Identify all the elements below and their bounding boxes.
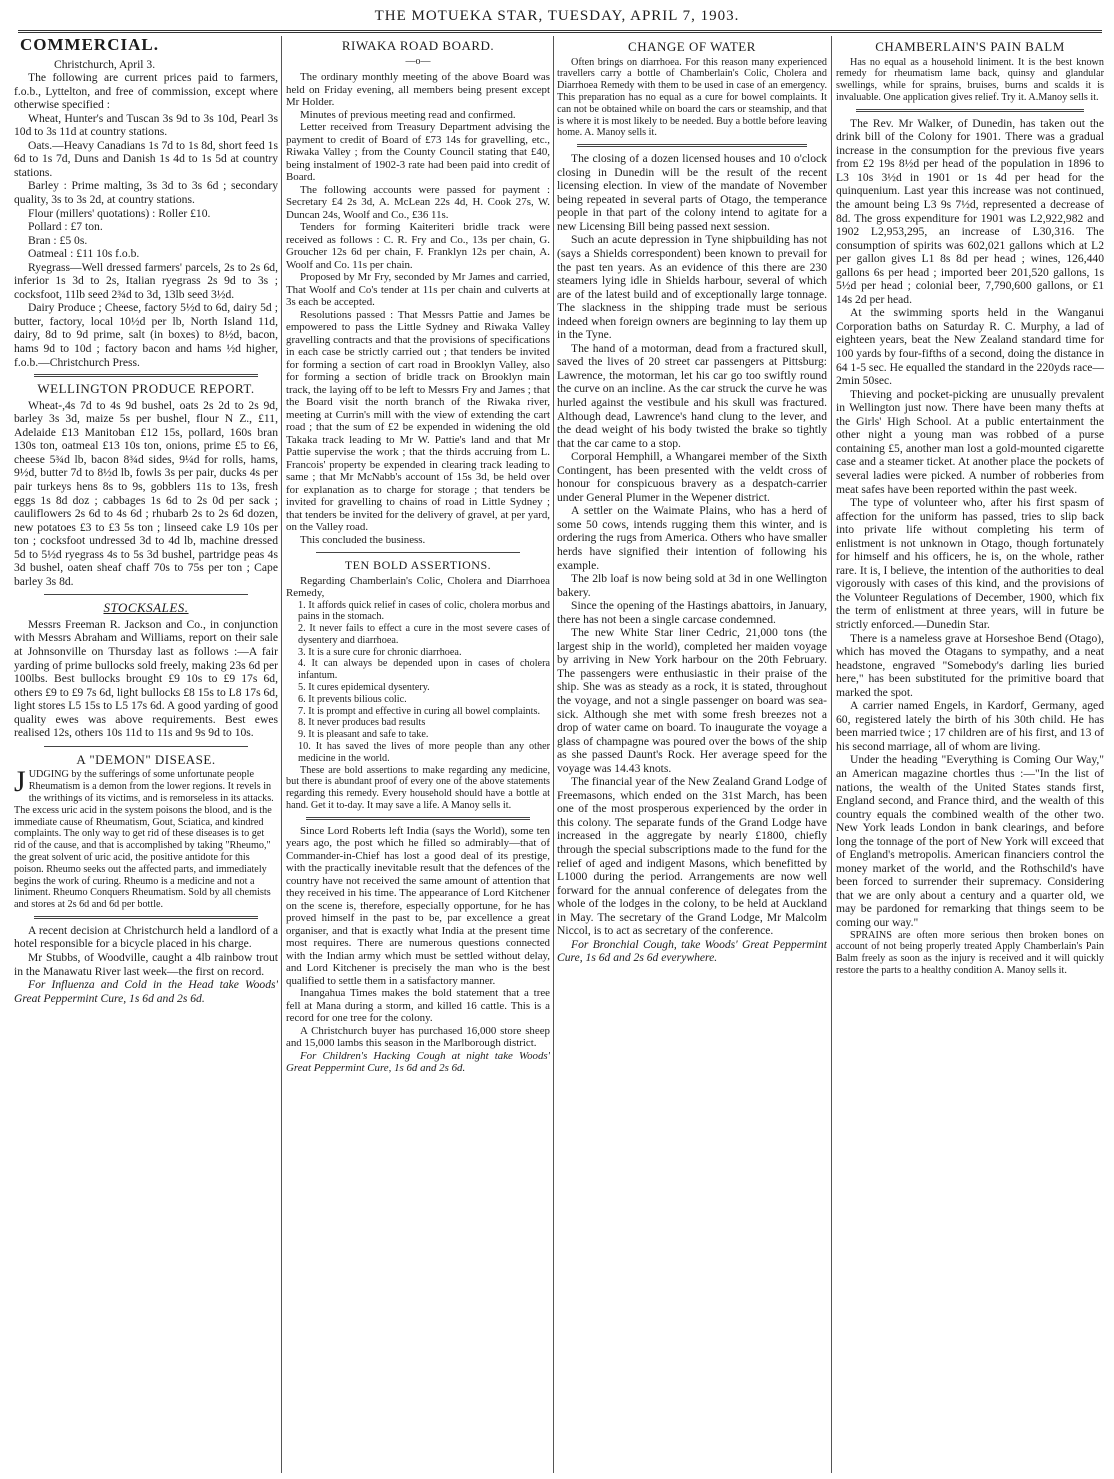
article-paragraph: The 2lb loaf is now being sold at 3d in one Wellington bakery. <box>557 572 827 599</box>
wellington-produce-heading: WELLINGTON PRODUCE REPORT. <box>37 381 255 397</box>
article-paragraph: Mr Stubbs, of Woodville, caught a 4lb rainbow trout in the Manawatu River last week—the first on record. <box>14 951 278 978</box>
article-paragraph: Thieving and pocket-picking are unusually prevalent in Wellington just now. There have been many thefts at the Girls' High School. At a public entertainment the other night a young man was robbed of a purse containing £5, another man lost a gold-mounted cigarette case and a steamer ticket. At another place the pockets of several ladies were picked. A number of robberies from meat safes have been reported within the past week. <box>836 387 1104 496</box>
article-paragraph: Pollard : £7 ton. <box>28 220 103 234</box>
article-paragraph: Messrs Freeman R. Jackson and Co., in conjunction with Messrs Abraham and Williams, report on their sale at Johnsonville on Thursday last as follows :—A fair yarding of prime bullocks sold freely, making 23s 6d per 100lbs. Best bullocks brought £9 10s to £9 17s 6d, others £9 to £9 7s 6d, light bullocks £8 15s to L8 17s 6d, light stores L5 15s to L5 17s 6d. A good yarding of good quality ewes was above requirements. Best ewes realised 12s, others 10s 11d to 11s and 9s 9d to 10s. <box>14 617 278 740</box>
list-item: 8. It never produces bad results <box>298 717 426 729</box>
article-paragraph: Since Lord Roberts left India (says the World), some ten years ago, the post which he filled so admirably—that of Commander-in-Chief has lost a good deal of its prestige, with the practically inevitable result that the defences of the country have not received the same amount of attention that they received in his time. The appearance of Lord Kitchener on the scene is, therefore, especially opportune, for he has proved himself in the past to be, par excellence a great organiser, and that is exactly what India at the present time most requires. There are numerous questions connected with the Indian army which must be settled without delay, and Lord Kitchener is precisely the man who is the best qualified to settle them in a satisfactory manner. <box>286 824 550 987</box>
pain-balm-heading: CHAMBERLAIN'S PAIN BALM <box>875 39 1065 54</box>
article-paragraph: Ryegrass—Well dressed farmers' parcels, 2s to 2s 6d, inferior 1s 3d to 2s, Italian ryegrass 2s 9d to 3s ; cocksfoot, 11lb seed 2¾d to 3d, 13lb seed 3½d. <box>14 260 278 301</box>
section-rule <box>306 817 530 820</box>
article-paragraph: Proposed by Mr Fry, seconded by Mr James and carried, That Woolf and Co's tender at 11s per chain and culverts at 3s each be accepted. <box>286 271 550 308</box>
ten-bold-assertions-heading: TEN BOLD ASSERTIONS. <box>344 558 492 572</box>
column-2 <box>286 38 550 1473</box>
article-paragraph: A settler on the Waimate Plains, who has a herd of some 50 cows, intends rugging them this winter, and is ordering the rugs from America. Others who have smaller herds have signified their intention of following his example. <box>557 504 827 572</box>
article-paragraph: For Influenza and Cold in the Head take Woods' Great Peppermint Cure, 1s 6d and 2s 6d. <box>14 978 278 1005</box>
change-of-water-heading: CHANGE OF WATER <box>628 39 756 54</box>
list-item: 1. It affords quick relief in cases of colic, cholera morbus and pains in the stomach. <box>298 599 550 623</box>
article-paragraph: The following accounts were passed for payment : Secretary £4 2s 3d, A. McLean 22s 4d, H. Cook 27s, W. Duncan 24s, Woolf and Co., £36 11s. <box>286 183 550 221</box>
article-paragraph: Wheat, Hunter's and Tuscan 3s 9d to 3s 10d, Pearl 3s 10d to 3s 11d at country stations. <box>14 111 278 139</box>
assertion-list <box>286 600 550 765</box>
article-paragraph: Such an acute depression in Tyne shipbuilding has not (says a Shields correspondent) been known to prevail for the past ten years. As an evidence of this there are 230 steamers lying idle in Shields harbour, several of which are of the latest build and of exceptionally large tonnage. The slackness in the shipping trade must be serious indeed when foreign owners are beginning to lay them up in the Tyne. <box>557 233 827 342</box>
list-item: 4. It can always be depended upon in cases of cholera infantum. <box>298 658 550 682</box>
article-paragraph: Corporal Hemphill, a Whangarei member of the Sixth Contingent, has been presented with the veldt cross of honour for conspicuous bravery as a despatch-carrier under General Plumer in the Wepener district. <box>557 450 827 504</box>
masthead: THE MOTUEKA STAR, TUESDAY, APRIL 7, 1903. <box>374 8 740 24</box>
section-rule <box>577 144 807 147</box>
article-paragraph: SPRAINS are often more serious then broken bones on account of not being properly treated Apply Chamberlain's Pain Balm freely as soon as the injury is received and it will quickly restore the parts to a healthy condition A. Manoy sells it. <box>836 929 1104 976</box>
article-paragraph: Wheat-,4s 7d to 4s 9d bushel, oats 2s 2d to 2s 9d, barley 3s 3d, maize 5s per bushel, flour N Z., £11, Adelaide £13 Manitoban £12 15s, pollard, 160s bran 130s ton, oatmeal £13 10s ton, onions, prime £5 to £6, cheese 5¾d lb, bacon 8¾d sides, 9¼d for rolls, hams, 9½d, butter 7d to 8½d lb, fowls 3s per pair, ducks 4s per pair turkeys hens 8s to 9s, gobblers 11s to 13s, fresh eggs 1s 8d doz ; cabbages 1s 6d to 2s 0d per sack ; cauliflowers 2s 6d to 4s 6d ; rhubarb 2s to 2s 6d dozen, new potatoes £3 to £3 5s ton ; linseed cake L9 10s per ton ; cocksfoot undressed 3d to 4d lb, machine dressed 5d to 5½d ryegrass 4s to 5s 3d bushel, partridge peas 4s 3d bushel, oaten sheaf chaff 70s to 75s per ton ; Cape barley 3s 8d. <box>14 398 278 588</box>
masthead-rule <box>18 30 1102 33</box>
commercial-heading: COMMERCIAL. <box>20 38 159 54</box>
column-divider <box>553 36 554 1473</box>
ornament: —o— <box>405 55 431 67</box>
article-paragraph: Since the opening of the Hastings abattoirs, in January, there has not been a single carcase condemned. <box>557 599 827 626</box>
article-paragraph: Letter received from Treasury Department advising the payment to credit of Board of £73 14s for gravelling, etc., Riwaka Valley ; from the County Council stating that £40, being instalment of 1902-3 rate had been paid into credit of Board. <box>286 121 550 183</box>
article-paragraph: For Bronchial Cough, take Woods' Great Peppermint Cure, 1s 6d and 2s 6d everywhere. <box>557 937 827 965</box>
article-paragraph: The following are current prices paid to farmers, f.o.b., Lyttelton, and free of commission, except where otherwise specified : <box>14 71 278 112</box>
riwaka-road-board-heading: RIWAKA ROAD BOARD. <box>341 38 495 53</box>
article-paragraph: Resolutions passed : That Messrs Pattie and James be empowered to pass the Little Sydney and Riwaka Valley gravelling contracts and that the provisions of specifications in each case be strictly carried out ; that tenders be invited for forming a section of cart road in Brooklyn Valley, also for forming a section of bridle track on Brooklyn main track, the laying off to be left to Messrs Fry and James ; that the Board visit the north branch of the Riwaka river, meeting at Currin's mill with the view of extending the cart road ; that the sum of £2 be expended in widening the old Takaka track leading to Mr W. Pattie's land and that Mr Pattie supervise the work ; that the thirds accruing from L. Francois' property be expended in clearing track leading to same ; that Mr McNabb's account of 15s 3d, be held over for explanation as to charge for storage ; that tenders be invited for gravelling to chains of road in Little Sydney ; that tenders be invited for the delivery of gravel, at per yard, on the Valley road. <box>286 308 550 533</box>
list-item: 9. It is pleasant and safe to take. <box>298 729 429 741</box>
article-paragraph: Oats.—Heavy Canadians 1s 7d to 1s 8d, short feed 1s 6d to 1s 7d, Duns and Danish 1s 4d to 1s 5d at country stations. <box>14 138 278 179</box>
article-paragraph: A recent decision at Christchurch held a landlord of a hotel responsible for a bicycle placed in his charge. <box>14 923 278 951</box>
list-item: 5. It cures epidemical dysentery. <box>298 682 430 694</box>
section-rule <box>856 109 1084 112</box>
article-paragraph: The Rev. Mr Walker, of Dunedin, has taken out the drink bill of the Colony for 1901. There was a gradual increase in the consumption for the previous five years from £2 19s 8½d per head of the population in 1896 to L3 10s 3½d in 1901 or 1s 4d per head for the quinquenium. Last year this increase was not continued, the amount being L3 9s 7½d, represented a decrease of 8d. The gross expenditure for 1901 was L2,922,982 and 1902 L2,953,295, an increase of L30,316. The consumption of spirits was 602,021 gallons which at L2 per gallon gives L1 8s 8d per head ; wines, 126,440 gallons 6s per head ; imported beer 201,520 gallons, 1s 5½d per head ; colonial beer, 7,790,600 gallons, or £1 14s 2d per head. <box>836 116 1104 306</box>
column-1 <box>14 38 278 1473</box>
section-rule <box>34 374 258 377</box>
column-divider <box>281 36 282 1473</box>
article-paragraph: Has no equal as a household liniment. It is the best known remedy for rheumatism lame back, quinsy and glandular swellings, while for sprains, bruises, burns and scalds it is invaluable. One application gives relief. Try it. A.Manoy sells it. <box>836 56 1104 103</box>
article-paragraph: The type of volunteer who, after his first spasm of affection for the uniform has passed, tries to slip back into private life without completing his term of enlistment is not unknown in Otago, though fortunately for himself and his officers, he is, on the whole, rather rare. It is, I believe, the intention of the authorities to deal vigorously with cases of this kind, and the provisions of the Volunteer Regulations of December, 1900, which fix the term of enlistment at three years, will in future be strictly enforced.—Dunedin Star. <box>836 496 1104 631</box>
article-paragraph: These are bold assertions to make regarding any medicine, but there is abundant proof of every one of the above statements regarding this remedy. Every household should have a bottle at hand. Get it to-day. It may save a life. A Manoy sells it. <box>286 764 550 812</box>
article-paragraph: A carrier named Engels, in Kardorf, Germany, aged 60, registered lately the birth of his 30th child. He has been married twice ; 17 children are of his first, and 13 of his second marriage, all of whom are living. <box>836 699 1104 753</box>
list-item: 2. It never fails to effect a cure in the most severe cases of dysentery and diarrhoea. <box>298 623 550 646</box>
article-paragraph: Flour (millers' quotations) : Roller £10. <box>28 206 211 220</box>
advert-text: UDGING by the sufferings of some unfortunate people Rheumatism is a demon from the lower regions. It revels in the writhings of its victims, and is remorseless in its attacks. The excess uric acid in the system poisons the blood, and is the immediate cause of Rheumatism, Gout, Sciatica, and kindred complaints. The only way to get rid of these diseases is to get rid of the cause, and that is accomplished by taking "Rheumo," the great solvent of uric acid, the positive antidote for this poison. Rheumo seeks out the affected parts, and immediately begins the work of curing. Rheumo is a medicine and not a liniment. Rheumo Conquers Rheumatism. Sold by all chemists and stores at 2s 6d and 6d per bottle. <box>14 769 274 911</box>
article-paragraph: This concluded the business. <box>300 533 426 546</box>
list-item: 7. It is prompt and effective in curing all bowel complaints. <box>298 705 540 717</box>
dateline: Christchurch, April 3. <box>54 57 156 71</box>
article-paragraph: Oatmeal : £11 10s f.o.b. <box>28 247 140 261</box>
list-item: 6. It prevents bilious colic. <box>298 693 407 705</box>
column-divider <box>831 36 832 1473</box>
article-paragraph: Barley : Prime malting, 3s 3d to 3s 6d ; secondary quality, 3s to 3s 2d, at country stations. <box>14 179 278 207</box>
article-paragraph: Regarding Chamberlain's Colic, Cholera and Diarrhoea Remedy, <box>286 574 550 599</box>
article-paragraph: The ordinary monthly meeting of the above Board was held on Friday evening, all members being present except Mr Holder. <box>286 71 550 108</box>
section-rule <box>44 594 248 595</box>
article-paragraph: There is a nameless grave at Horseshoe Bend (Otago), which has moved the Otagans to sympathy, and a neat headstone, engraved "Somebody's darling lies buried here," has been substituted for the primitive board that marked the spot. <box>836 631 1104 699</box>
column-3 <box>557 38 827 1473</box>
article-paragraph: Often brings on diarrhoea. For this reason many experienced travellers carry a bottle of Chamberlain's Colic, Cholera and Diarrhoea Remedy with them to be used in case of an emergency. This preparation has no equal as a cure for bowel complaints. It can not be obtained while on board the cars or steamship, and that is where it is most likely to be needed. Buy a bottle before leaving home. A. Manoy sells it. <box>557 56 827 139</box>
rheumo-advert <box>14 765 278 911</box>
article-paragraph: For Children's Hacking Cough at night take Woods' Great Peppermint Cure, 1s 6d and 2s 6d. <box>286 1049 550 1075</box>
article-paragraph: The financial year of the New Zealand Grand Lodge of Freemasons, which ended on the 31st March, has been one of the most prosperous experienced by the order in this colony. The separate funds of the Grand Lodge have increased in the aggregate by nearly £1800, chiefly through the special subscriptions made to the fund for the relief of aged and indigent Masons, which benefitted by L1000 during the period. Arrangements are now well forward for the annual conference of delegates from the whole of the lodges in the colony, to be held at Auckland in May. The secretary of the Grand Lodge, Mr Malcolm Niccol, is to act as secretary of the conference. <box>557 775 827 938</box>
article-paragraph: Minutes of previous meeting read and confirmed. <box>300 108 516 121</box>
article-paragraph: The hand of a motorman, dead from a fractured skull, saved the lives of 20 street car passengers at Pittsburg: Lawrence, the motorman, let his car go too swiftly round the curve on an incline. As the car struck the curve he was hurled against the vestibule and his skull was fractured. Although dead, Lawrence's hand clung to the lever, and the dead weight of his body twisted the brake so tightly that the car came to a stop. <box>557 341 827 450</box>
list-item: 3. It is a sure cure for chronic diarrhoea. <box>298 646 462 658</box>
section-rule <box>44 746 248 747</box>
stocksales-heading: STOCKSALES. <box>103 600 189 616</box>
list-item: 10. It has saved the lives of more people than any other medicine in the world. <box>298 741 550 764</box>
article-paragraph: At the swimming sports held in the Wanganui Corporation baths on Saturday R. C. Murphy, a lad of eighteen years, beat the New Zealand standard time for 100 yards by four-fifths of a second, doing the distance in 64 1-5 sec. He equalled the standard in the 220yds race—2min 50sec. <box>836 306 1104 388</box>
drop-cap: J <box>14 765 26 799</box>
demon-disease-heading: A "DEMON" DISEASE. <box>76 751 216 767</box>
article-paragraph: Bran : £5 0s. <box>28 233 88 247</box>
section-rule <box>316 552 520 553</box>
article-paragraph: The closing of a dozen licensed houses and 10 o'clock closing in Dunedin will be the result of the recent licensing election. In view of the mandate of November being repeated in several parts of Otago, the temperance people in that part of the colony intend to agitate for a new Licensing Bill being passed next session. <box>557 152 827 233</box>
article-paragraph: Tenders for forming Kaiteriteri bridle track were received as follows : C. R. Fry and Co., 13s per chain, G. Groucher 12s 6d per chain, F. Franklyn 12s per chain, A. Woolf and Co. 11s per chain. <box>286 221 550 271</box>
column-4 <box>836 38 1104 1473</box>
article-paragraph: The new White Star liner Cedric, 21,000 tons (the largest ship in the world), completed her maiden voyage by arriving in New York harbour on the 20th February. The passengers were enthusiastic in their praise of the ship. She was as steady as a rock, it is stated, throughout the voyage, and not a single passenger on board was sea-sick. Although she met with some fresh breezes not a drop of water came on board. To inaugurate the voyage a glass of champagne was poured over the bows of the ship as she passed Daunt's Rock. Her average speed for the voyage was 14.43 knots. <box>557 626 827 775</box>
article-paragraph: A Christchurch buyer has purchased 16,000 store sheep and 15,000 lambs this season in the Marlborough district. <box>286 1024 550 1050</box>
section-rule <box>34 916 258 919</box>
article-paragraph: Under the heading "Everything is Coming Our Way," an American magazine chortles thus :—"In the list of nations, the wealth of the United States stands first, England second, and France third, and the wealth of this country equals the combined wealth of the other two. New York leads London in bank clearings, and before long the tonnage of the port of New York will exceed that of England's metropolis. American financiers control the money market of the world, and the Rothschild's have been forced to surrender their supremacy. Considering that we are only about a century and a quarter old, we may be pardoned for remarking that things seem to be coming our way." <box>836 753 1104 929</box>
article-paragraph: Inangahua Times makes the bold statement that a tree fell at Mana during a storm, and killed 16 cattle. This is a record for one tree for the colony. <box>286 987 550 1025</box>
article-paragraph: Dairy Produce ; Cheese, factory 5½d to 6d, dairy 5d ; butter, factory, local 10½d per lb, North Island 11d, dairy, 8d to 9d prime, salt (in boxes) to 8½d, bacon, hams 9d to 10d ; factory bacon and hams ½d higher, f.o.b.—Christchurch Press. <box>14 301 278 369</box>
